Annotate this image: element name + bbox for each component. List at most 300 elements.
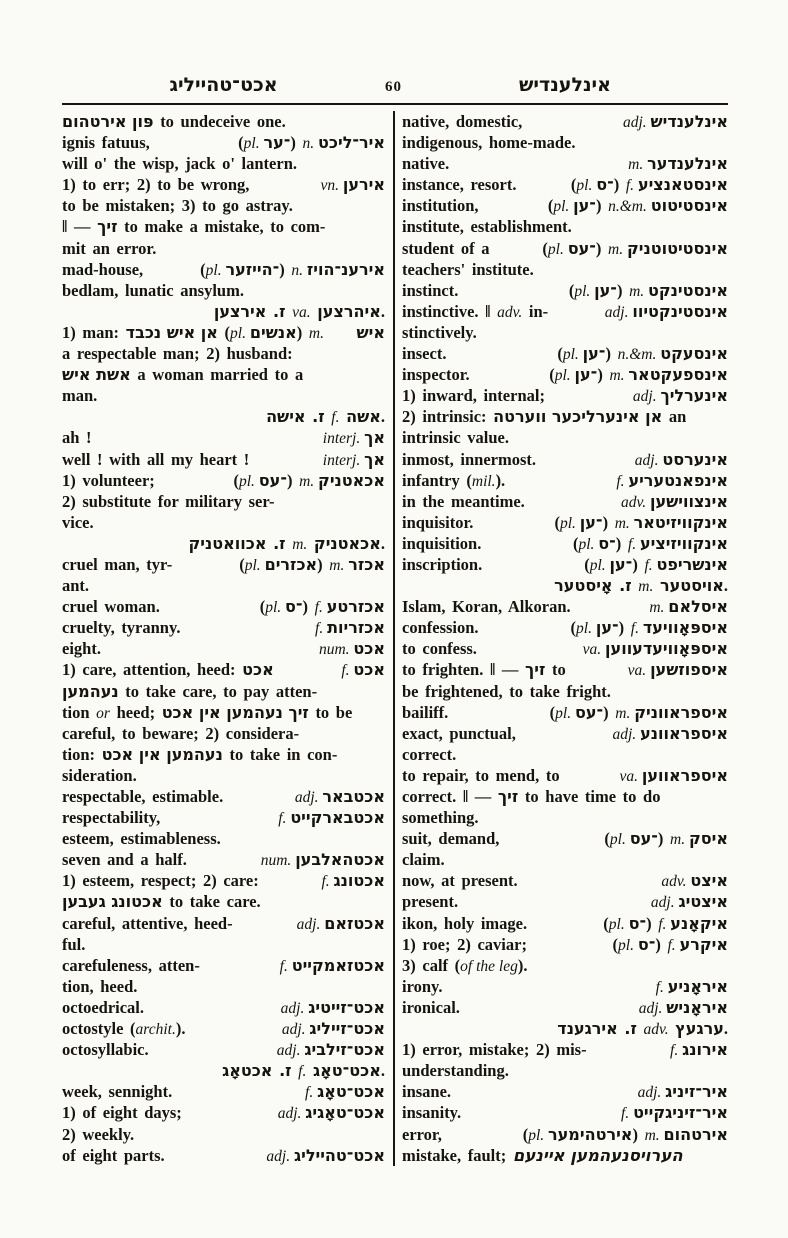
running-head-left: אכט־טהייליג <box>169 74 278 96</box>
yiddish-text: איסק <box>688 829 728 849</box>
english-text: ( <box>542 238 548 258</box>
dictionary-line <box>402 1039 728 1060</box>
dictionary-line <box>402 259 728 280</box>
dictionary-line <box>62 575 385 596</box>
grammar-label: adj. <box>281 1021 310 1039</box>
english-text: inspector. <box>402 365 470 385</box>
dictionary-line <box>402 427 728 448</box>
yiddish-text: אָיסטער <box>554 576 613 596</box>
yiddish-text: אכאטניק <box>318 470 385 490</box>
english-text: to be <box>308 702 353 722</box>
grammar-label: adj. <box>604 303 633 321</box>
english-text: be frightened, to take fright. <box>402 681 611 701</box>
dictionary-line <box>402 997 728 1018</box>
yiddish-text: אינלענדיש <box>650 112 728 131</box>
dictionary-line <box>402 1018 728 1039</box>
english-text: ) <box>616 280 630 300</box>
dictionary-line <box>62 364 385 385</box>
english-text: ) <box>618 618 631 638</box>
grammar-label: pl. <box>576 620 596 638</box>
yiddish-text: אכט <box>242 660 274 680</box>
running-head-right: אינלענדיש <box>519 74 611 96</box>
english-text: present. <box>402 892 459 912</box>
dictionary-line <box>62 132 385 153</box>
dictionary-line <box>402 533 728 554</box>
yiddish-text: אכט־זייליג <box>309 1019 385 1039</box>
yiddish-text: אכזרטע <box>326 597 385 617</box>
grammar-label: pl. <box>609 831 630 849</box>
yiddish-text: אכטבארקייט <box>290 808 385 828</box>
english-text: 2) weekly. <box>62 1124 135 1144</box>
yiddish-text: אירצען <box>213 301 267 321</box>
yiddish-text: אירענ־הויז <box>306 259 385 279</box>
yiddish-text: אנשים <box>249 322 297 342</box>
dictionary-line <box>62 427 385 448</box>
yiddish-text: אכט <box>353 639 385 659</box>
english-text: ( <box>603 913 609 933</box>
yiddish-text: אך <box>364 428 385 448</box>
english-text: ) <box>290 133 303 153</box>
english-text: instinct. <box>402 280 459 300</box>
yiddish-text: אכט־טהייליג <box>293 1145 385 1165</box>
yiddish-text: איספראווניק <box>634 702 728 722</box>
english-text: 2) substitute for military ser- <box>62 491 275 511</box>
english-text: inquisitor. <box>402 512 474 532</box>
dictionary-line <box>62 1018 385 1039</box>
english-text: ( <box>570 175 577 195</box>
yiddish-text: ־עס <box>574 702 604 722</box>
grammar-label: pl. <box>205 261 226 279</box>
grammar-label: f. <box>630 620 643 638</box>
yiddish-text: אכט־טאָגיג <box>305 1103 385 1123</box>
english-text: ant. <box>62 576 90 596</box>
dictionary-line <box>62 280 385 301</box>
grammar-label: m. <box>629 282 649 300</box>
english-text: ) <box>317 554 330 574</box>
yiddish-text: אינערליך <box>660 386 728 406</box>
yiddish-text: ־הייזער <box>225 259 280 279</box>
english-text: ) <box>655 934 668 954</box>
english-text: ). <box>175 1019 186 1039</box>
dictionary-line <box>402 364 728 385</box>
english-text: vice. <box>62 512 94 532</box>
yiddish-text: איצטיג <box>678 892 728 912</box>
grammar-label: f. <box>644 556 657 574</box>
grammar-label: pl. <box>238 472 259 490</box>
grammar-label: adj. <box>280 999 309 1017</box>
yiddish-text: איספראווען <box>641 765 728 785</box>
grammar-label: pl. <box>265 599 286 617</box>
dictionary-line <box>62 659 385 680</box>
yiddish-text: ־עס <box>567 238 596 258</box>
grammar-label: adv. <box>661 873 691 891</box>
dictionary-line <box>62 111 385 132</box>
grammar-label: f. <box>331 409 340 427</box>
dictionary-line <box>62 891 385 912</box>
grammar-label: f. <box>625 177 638 195</box>
yiddish-text: אכטזאם <box>324 913 385 933</box>
dictionary-line <box>402 1081 728 1102</box>
grammar-label: adj. <box>276 1042 305 1060</box>
yiddish-text: אכטבאר <box>322 787 385 806</box>
dictionary-line <box>402 238 728 259</box>
yiddish-text: אירגענד <box>557 1019 618 1039</box>
dictionary-line <box>62 216 385 237</box>
grammar-label: m. <box>644 1126 664 1144</box>
english-text: to have time to do <box>518 787 661 806</box>
grammar-label: m. <box>608 240 627 258</box>
english-text: irony. <box>402 976 443 996</box>
dictionary-line <box>402 681 728 702</box>
english-text: suit, demand, <box>402 829 500 849</box>
english-text: teachers' institute. <box>402 259 534 279</box>
english-text: ). <box>517 955 528 975</box>
yiddish-text: זיך <box>97 217 118 237</box>
yiddish-text: אכטזאמקייט <box>291 955 385 975</box>
grammar-label: pl. <box>553 198 574 216</box>
dictionary-line <box>402 1060 728 1081</box>
english-text: inscription. <box>402 554 483 574</box>
yiddish-text: ־ס <box>598 533 616 553</box>
dictionary-line <box>62 786 385 807</box>
english-text: ( <box>549 365 555 385</box>
grammar-label: m. <box>649 599 669 617</box>
grammar-label: adj. <box>622 114 651 131</box>
dictionary-line <box>62 554 385 575</box>
dictionary-line <box>62 195 385 216</box>
dictionary-line <box>62 617 385 638</box>
dictionary-line <box>62 512 385 533</box>
english-text: mad-house, <box>62 259 144 279</box>
grammar-label: f. <box>315 620 328 638</box>
english-text: will o' the wisp, jack o' lantern. <box>62 154 298 174</box>
yiddish-text: אינסטיטוט <box>650 196 728 216</box>
dictionary-line <box>402 554 728 575</box>
dictionary-line <box>402 596 728 617</box>
english-text <box>653 576 660 595</box>
yiddish-text: ז. <box>624 1019 637 1039</box>
english-text: ( <box>239 554 245 574</box>
english-text: ironical. <box>402 997 460 1017</box>
english-text: bailiff. <box>402 702 449 722</box>
grammar-label: adv. <box>497 303 523 321</box>
dictionary-line <box>62 955 385 976</box>
yiddish-text: אינסטיטוטניק <box>626 238 728 258</box>
english-text: cruel woman. <box>62 597 160 617</box>
dictionary-line <box>62 406 385 427</box>
dictionary-line <box>62 807 385 828</box>
column-divider <box>393 111 395 1166</box>
dictionary-line <box>402 470 728 491</box>
grammar-label: f. <box>621 1105 634 1123</box>
yiddish-text: איסלאם <box>668 597 728 617</box>
dictionary-line <box>402 807 728 828</box>
english-text: native. <box>402 154 450 174</box>
english-text: ( <box>547 196 554 216</box>
grammar-label: m. <box>299 472 319 490</box>
yiddish-text: אכזרים <box>264 554 318 574</box>
yiddish-text: איספּאָוויעד <box>642 618 728 638</box>
english-text: 1) to err; 2) to be wrong, <box>62 175 250 195</box>
dictionary-line <box>402 343 728 364</box>
grammar-label: num. <box>318 641 354 659</box>
dictionary-line <box>62 828 385 849</box>
english-text: institution, <box>402 196 479 216</box>
english-text: man. <box>62 386 98 406</box>
english-text: sideration. <box>62 765 137 785</box>
yiddish-text: אכטאָג <box>222 1061 273 1081</box>
english-text: 3) calf ( <box>402 955 461 975</box>
english-text: . <box>380 1061 385 1081</box>
grammar-label: n. <box>302 135 319 153</box>
english-text: well ! with all my heart ! <box>62 449 250 469</box>
grammar-label: m. <box>670 831 689 849</box>
yiddish-text: אכט <box>353 660 385 680</box>
dictionary-line <box>62 1124 385 1145</box>
english-text: exact, punctual, <box>402 723 516 743</box>
english-text: to make a mistake, to com- <box>117 217 326 237</box>
grammar-label: f. <box>655 978 668 996</box>
yiddish-text: אינקוויזיטאר <box>633 512 728 532</box>
yiddish-text: ־ען <box>573 196 596 216</box>
dictionary-line <box>402 1145 728 1166</box>
grammar-label: pl. <box>230 324 250 342</box>
yiddish-text: אשה <box>346 407 381 427</box>
grammar-label: f. <box>627 535 640 553</box>
english-text: ( <box>233 470 239 490</box>
dictionary-line <box>402 638 728 659</box>
english-text: a respectable man; 2) husband: <box>62 344 293 364</box>
grammar-label: adj. <box>632 388 661 406</box>
dictionary-line <box>62 533 385 554</box>
grammar-label: num. <box>260 852 296 870</box>
dictionary-line <box>62 934 385 955</box>
english-text: seven and a half. <box>62 850 187 870</box>
english-text: ( <box>522 1124 529 1144</box>
yiddish-text: אכט־זילביג <box>304 1040 385 1060</box>
dictionary-line <box>62 491 385 512</box>
english-text <box>306 1061 313 1080</box>
english-text: . <box>723 576 728 596</box>
english-text: 1) care, attention, heed: <box>62 660 243 680</box>
dictionary-line <box>62 1145 385 1166</box>
grammar-label: m. <box>615 704 635 722</box>
dictionary-line <box>402 955 728 976</box>
dictionary-line <box>62 385 385 406</box>
yiddish-text: אינסטינקטיוו <box>632 301 728 321</box>
english-text: bedlam, lunatic ansylum. <box>62 280 244 300</box>
english-text: octosyllabic. <box>62 1040 149 1060</box>
grammar-label: adj. <box>294 789 323 806</box>
english-text: respectability, <box>62 808 161 828</box>
english-text: to take in con- <box>222 744 338 764</box>
dictionary-line <box>402 659 728 680</box>
english-text: octoedrical. <box>62 997 145 1017</box>
yiddish-text: אן איש נכבד <box>125 322 218 342</box>
dictionary-line <box>402 744 728 765</box>
english-text: now, at present. <box>402 871 518 891</box>
grammar-label: pl. <box>608 915 629 933</box>
english-text: carefuleness, atten- <box>62 955 200 975</box>
english-text: to confess. <box>402 639 477 659</box>
english-text: ) <box>615 533 628 553</box>
grammar-label: pl. <box>578 535 599 553</box>
yiddish-text: אך <box>364 449 385 469</box>
dictionary-line <box>402 174 728 195</box>
dictionary-line <box>402 280 728 301</box>
grammar-label: adj. <box>612 725 641 743</box>
grammar-label: f. <box>278 810 291 828</box>
english-text: confession. <box>402 618 479 638</box>
yiddish-text: ־ען <box>579 512 603 532</box>
english-text: inquisition. <box>402 533 482 553</box>
yiddish-text: אכטונג <box>333 871 385 891</box>
header-rule <box>62 103 728 105</box>
dictionary-line <box>402 111 728 132</box>
dictionary-line <box>402 449 728 470</box>
running-head <box>0 0 788 96</box>
yiddish-text: ־ס <box>637 934 656 954</box>
english-text: ( <box>572 533 579 553</box>
dictionary-line <box>402 870 728 891</box>
english-text: ) <box>632 1124 645 1144</box>
english-text: native, domestic, <box>402 112 523 131</box>
dictionary-columns <box>62 111 728 1166</box>
yiddish-text: ז. <box>619 576 632 596</box>
grammar-label: or <box>96 704 110 722</box>
english-text: ) <box>286 470 300 490</box>
english-text: . <box>723 1019 728 1039</box>
english-text: ) <box>595 238 609 258</box>
yiddish-text: איר־זיניג <box>665 1082 728 1102</box>
grammar-label: pl. <box>528 1126 548 1144</box>
yiddish-text: אינספעקטאר <box>628 365 728 385</box>
english-text: something. <box>402 808 479 828</box>
yiddish-text: איר־זיניגקייט <box>633 1103 728 1123</box>
english-text: to <box>545 660 566 680</box>
yiddish-phrase-bold: הערויסנעהמען איינעם <box>512 1145 683 1165</box>
english-text <box>307 534 314 553</box>
yiddish-text: איראָניש <box>666 997 728 1017</box>
english-text: 1) error, mistake; 2) mis- <box>402 1040 587 1060</box>
yiddish-text: נעהמען אין אכט <box>101 744 223 764</box>
english-text: to take care. <box>162 892 261 912</box>
dictionary-line <box>62 1102 385 1123</box>
english-text: ) <box>632 554 645 574</box>
dictionary-line <box>62 174 385 195</box>
english-text: ( <box>604 829 610 849</box>
yiddish-text: ז. <box>279 1061 292 1081</box>
dictionary-line <box>62 765 385 786</box>
yiddish-text: אינערסט <box>662 449 728 469</box>
english-text: ) <box>279 259 292 279</box>
english-text: 1) roe; 2) caviar; <box>402 934 527 954</box>
english-text: to take care, to pay atten- <box>118 681 318 701</box>
grammar-label: f. <box>305 1084 318 1102</box>
dictionary-line <box>402 512 728 533</box>
english-text: insect. <box>402 344 447 364</box>
english-text: ) <box>595 196 609 216</box>
grammar-label: va. <box>582 641 606 659</box>
english-text: insanity. <box>402 1103 462 1123</box>
english-text: mistake, fault; <box>402 1145 513 1165</box>
english-text: ) <box>605 344 618 364</box>
grammar-label: adj. <box>650 894 679 912</box>
yiddish-text: אישה <box>266 407 306 427</box>
english-text: ) <box>602 512 615 532</box>
english-text: indigenous, home-made. <box>402 133 576 153</box>
english-text: ) <box>302 597 315 617</box>
english-text: mit an error. <box>62 238 157 258</box>
yiddish-text: ־ען <box>594 280 617 300</box>
grammar-label: va. <box>627 662 651 680</box>
yiddish-text: אינסעקט <box>660 344 728 364</box>
grammar-label: pl. <box>559 514 580 532</box>
yiddish-text: ־ען <box>582 344 606 364</box>
grammar-label: pl. <box>547 240 568 258</box>
english-text: careful, to beware; 2) considera- <box>62 723 300 743</box>
dictionary-line <box>402 301 728 322</box>
dictionary-line <box>62 702 385 723</box>
yiddish-text: נעהמען <box>62 681 119 701</box>
dictionary-line <box>402 216 728 237</box>
yiddish-text: ־ס <box>285 597 303 617</box>
english-text: of eight parts. <box>62 1145 165 1165</box>
yiddish-text: איש <box>356 322 385 342</box>
grammar-label: adj. <box>266 1147 294 1165</box>
english-text: ( <box>554 512 560 532</box>
dictionary-line <box>62 638 385 659</box>
grammar-label: pl. <box>562 346 583 364</box>
dictionary-line <box>62 238 385 259</box>
grammar-label: adj. <box>637 1084 666 1102</box>
english-text: understanding. <box>402 1061 509 1081</box>
yiddish-text: אכאטניק <box>313 533 381 553</box>
dictionary-line <box>402 385 728 406</box>
grammar-label: f. <box>667 936 680 954</box>
dictionary-line <box>402 406 728 427</box>
grammar-label: adj. <box>277 1105 306 1123</box>
english-text: . <box>380 407 385 427</box>
left-column <box>62 111 385 1166</box>
english-text: 1) man: <box>62 322 126 342</box>
dictionary-line <box>62 913 385 934</box>
yiddish-text: ערגעץ <box>675 1019 724 1039</box>
yiddish-text: ז. <box>273 533 286 553</box>
dictionary-line <box>402 617 728 638</box>
yiddish-text: אשת איש <box>62 365 131 385</box>
english-text: insane. <box>402 1082 452 1102</box>
grammar-label: f. <box>314 599 327 617</box>
yiddish-text: אכט־טאָג <box>312 1061 381 1081</box>
yiddish-text: איצט <box>690 871 728 891</box>
yiddish-text: אינפאנטעריע <box>628 470 728 490</box>
yiddish-text: איספוזשען <box>650 660 728 680</box>
english-text: ) <box>603 702 616 722</box>
english-text: careful, attentive, heed- <box>62 913 233 933</box>
yiddish-text: ז. <box>273 301 286 321</box>
grammar-label: f. <box>279 957 292 975</box>
yiddish-text: אינסטינקט <box>648 280 728 300</box>
yiddish-text: איקאָנע <box>670 913 728 933</box>
english-text: tion <box>62 702 97 722</box>
dictionary-line <box>402 849 728 870</box>
grammar-label: pl. <box>243 135 264 153</box>
grammar-label: m. <box>609 367 629 385</box>
english-text: instance, resort. <box>402 175 517 195</box>
dictionary-line <box>402 765 728 786</box>
grammar-label: m. <box>614 514 634 532</box>
